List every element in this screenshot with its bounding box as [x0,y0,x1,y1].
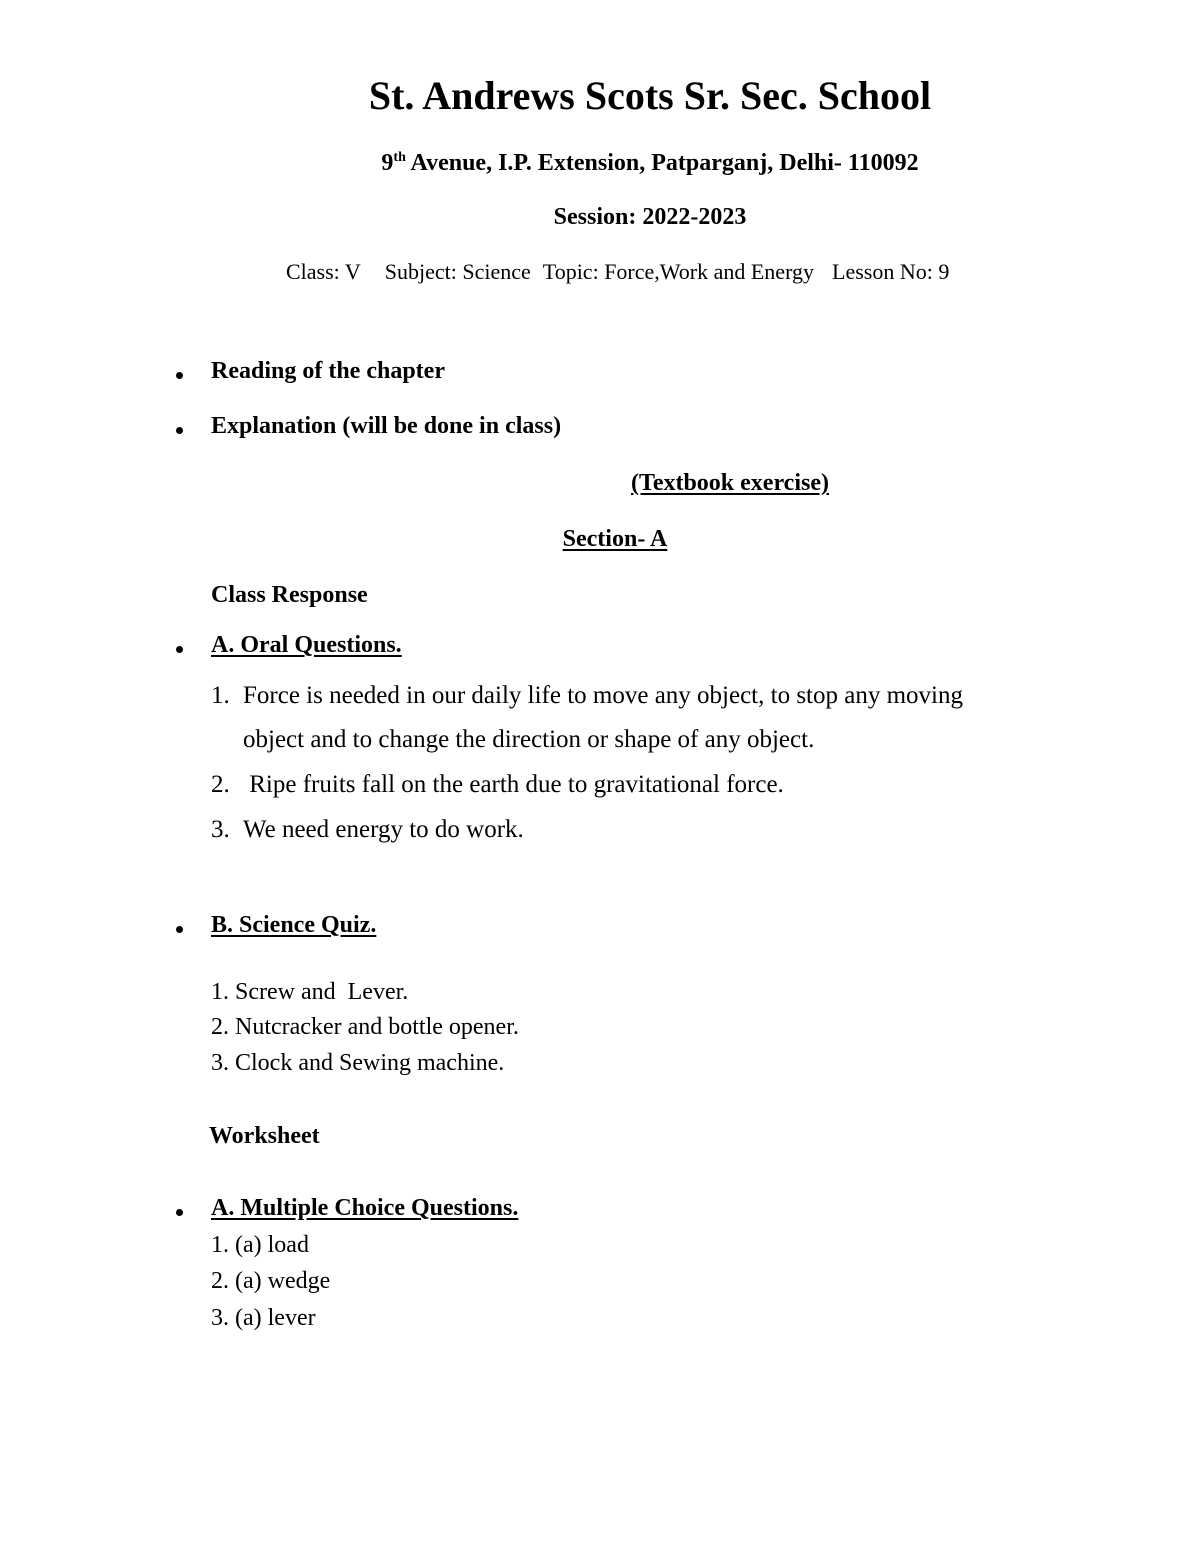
lesson-label: Lesson No: 9 [832,259,950,284]
quiz-item: 3. Clock and Sewing machine. [211,1050,505,1076]
class-label: Class: V [286,259,361,284]
school-name: St. Andrews Scots Sr. Sec. School [368,73,932,118]
item-text: We need energy to do work. [243,816,524,843]
quiz-item: 2. Nutcracker and bottle opener. [211,1014,519,1040]
bullet-dot [176,926,183,933]
oral-item [211,682,963,710]
address-superscript: th [393,150,406,165]
address-text: Avenue, I.P. Extension, Patparganj, Delhi- 110092 [405,150,919,176]
mcq-item: 3. (a) lever [211,1305,316,1331]
item-number: 1. [211,682,230,709]
item-number: 2. [211,771,230,798]
oral-questions-heading: A. Oral Questions. [211,632,402,658]
bullet-dot [176,427,183,434]
mcq-item: 2. (a) wedge [211,1268,331,1294]
bullet-dot [176,1209,183,1216]
subject-label: Subject: Science [384,259,531,284]
session: Session: 2022-2023 [553,204,747,230]
topic-label: Topic: Force,Work and Energy [542,259,815,284]
school-address [150,150,1150,177]
intro-bullet-reading: Reading of the chapter [211,358,445,384]
science-quiz-heading: B. Science Quiz. [211,912,377,938]
oral-item [211,771,784,799]
intro-bullet-explanation: Explanation (will be done in class) [211,413,562,439]
worksheet-label: Worksheet [209,1123,320,1149]
item-text: Ripe fruits fall on the earth due to gravitational force. [243,771,784,798]
class-meta-line [286,259,949,285]
oral-item [211,816,524,844]
item-number: 3. [211,816,230,843]
mcq-item: 1. (a) load [211,1232,309,1258]
section-heading: Section- A [562,526,668,552]
quiz-item: 1. Screw and Lever. [211,979,409,1005]
class-response-label: Class Response [211,582,368,608]
textbook-heading: (Textbook exercise) [631,470,829,496]
oral-item-continuation: object and to change the direction or shape of any object. [243,726,815,753]
item-text: Force is needed in our daily life to move any object, to stop any moving [243,682,963,709]
bullet-dot [176,646,183,653]
bullet-dot [176,372,183,379]
mcq-heading: A. Multiple Choice Questions. [211,1195,519,1221]
address-number: 9 [381,150,394,176]
